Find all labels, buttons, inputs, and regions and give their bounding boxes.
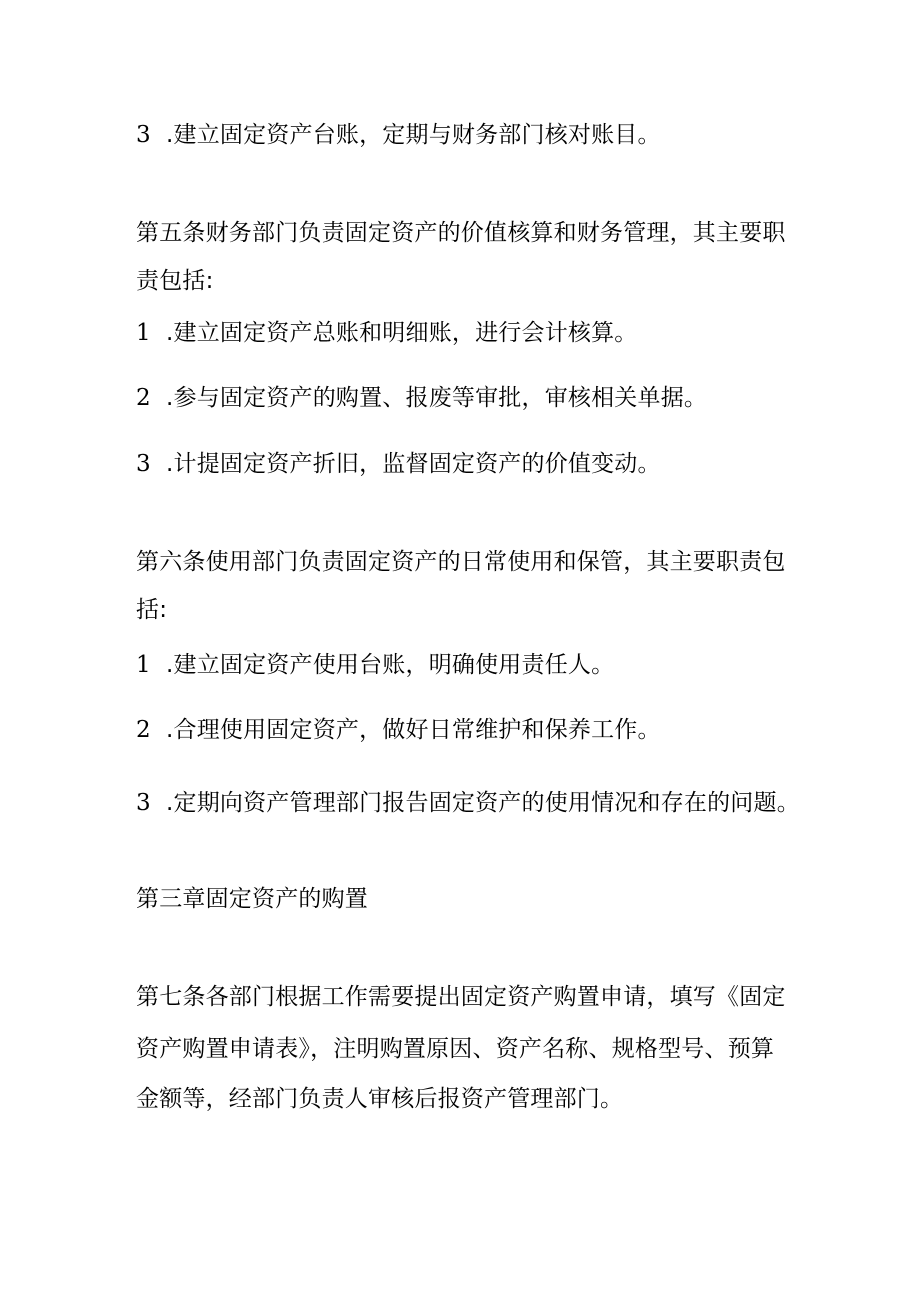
item-text: .建立固定资产总账和明细账，进行会计核算。 <box>166 320 638 346</box>
list-item <box>136 120 796 150</box>
list-item <box>136 383 796 413</box>
list-item <box>136 715 796 745</box>
article-7-line-2: 资产购置申请表》，注明购置原因、资产名称、规格型号、预算 <box>136 1036 775 1062</box>
item-text: .建立固定资产台账，定期与财务部门核对账目。 <box>166 122 661 148</box>
item-number: 1 <box>136 652 151 678</box>
item-number: 1 <box>136 320 151 346</box>
list-item <box>136 650 796 680</box>
item-number: 2 <box>136 385 151 411</box>
item-text: .合理使用固定资产，做好日常维护和保养工作。 <box>166 717 661 743</box>
item-text: .定期向资产管理部门报告固定资产的使用情况和存在的问题。 <box>166 790 800 816</box>
item-text: .计提固定资产折旧，监督固定资产的价值变动。 <box>166 451 661 477</box>
article-7-line-3: 金额等，经部门负责人审核后报资产管理部门。 <box>136 1086 624 1112</box>
list-item <box>136 318 796 348</box>
item-number: 3 <box>136 122 151 148</box>
article-7-line-1: 第七条各部门根据工作需要提出固定资产购置申请，填写《固定 <box>136 984 786 1010</box>
item-number: 3 <box>136 451 151 477</box>
list-item <box>136 449 796 479</box>
item-text: .参与固定资产的购置、报废等审批，审核相关单据。 <box>166 385 708 411</box>
item-number: 2 <box>136 717 151 743</box>
article-5-line-2: 责包括: <box>136 268 214 294</box>
article-6-line-2: 括: <box>136 597 168 623</box>
item-number: 3 <box>136 790 151 816</box>
item-text: .建立固定资产使用台账，明确使用责任人。 <box>166 652 615 678</box>
list-item <box>136 788 800 818</box>
chapter-heading: 第三章固定资产的购置 <box>136 886 368 912</box>
article-6-line-1: 第六条使用部门负责固定资产的日常使用和保管，其主要职责包 <box>136 549 786 575</box>
article-5-line-1: 第五条财务部门负责固定资产的价值核算和财务管理，其主要职 <box>136 220 786 246</box>
